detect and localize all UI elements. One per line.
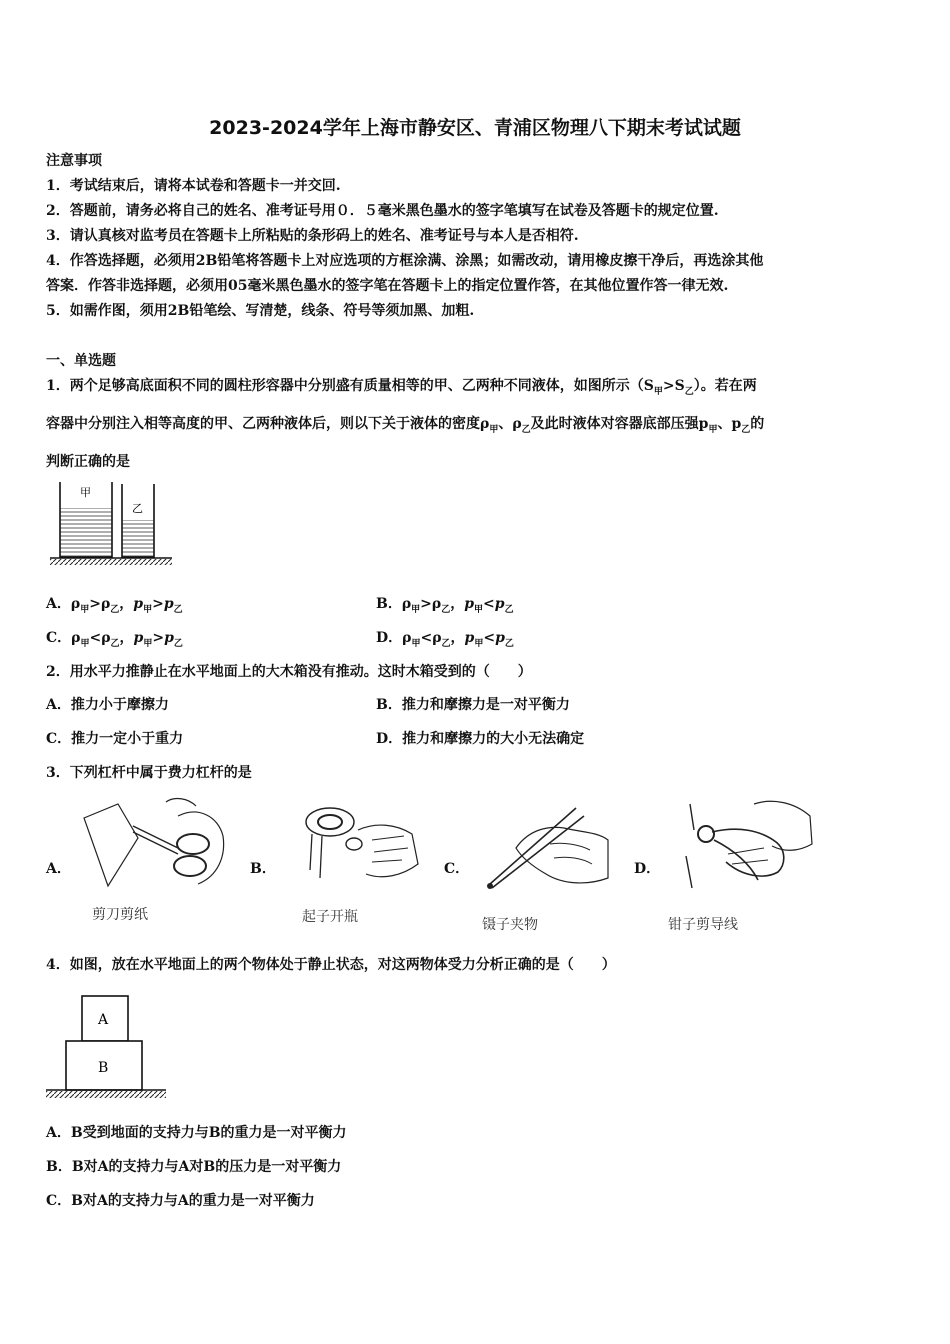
q2-option-c[interactable]: C．推力一定小于重力 <box>46 731 184 747</box>
notice-heading: 注意事项 <box>46 153 102 169</box>
container-yi-label: 乙 <box>132 502 143 515</box>
q1-stem-line1: 1．两个足够高底面积不同的圆柱形容器中分别盛有质量相等的甲、乙两种不同液体，如图所示$(S_甲>S_乙)$。若在两 <box>46 378 757 397</box>
q1-option-c[interactable]: C．$\rho_甲<\rho_乙$，$p_甲>p_乙$ <box>46 630 183 649</box>
notice-item-4: 4．作答选择题，必须用2B铅笔将答题卡上对应选项的方框涂满、涂黑；如需改动，请用橡皮擦干净后，再选涂其他 <box>46 253 764 269</box>
q2-stem: 2．用水平力推静止在水平地面上的大木箱没有推动。这时木箱受到的（ ） <box>46 664 532 680</box>
notice-item-3: 3．请认真核对监考员在答题卡上所粘贴的条形码上的姓名、准考证号与本人是否相符. <box>46 228 579 244</box>
q3-stem: 3．下列杠杆中属于费力杠杆的是 <box>46 765 252 781</box>
q4-option-c[interactable]: C．B对A的支持力与A的重力是一对平衡力 <box>46 1193 315 1209</box>
q2-option-d[interactable]: D．推力和摩擦力的大小无法确定 <box>376 731 585 747</box>
q1-option-a[interactable]: A．$\rho_甲>\rho_乙$，$p_甲>p_乙$ <box>46 596 183 615</box>
q4-option-a[interactable]: A．B受到地面的支持力与B的重力是一对平衡力 <box>46 1125 347 1141</box>
container-jia-label: 甲 <box>80 486 91 499</box>
q1-containers-figure <box>48 482 178 568</box>
tweezers-image <box>480 798 615 893</box>
q3-caption-d: 钳子剪导线 <box>668 917 738 933</box>
notice-item-4-cont: 答案．作答非选择题，必须用05毫米黑色墨水的签字笔在答题卡上的指定位置作答，在其他位置作答一律无效. <box>46 278 729 294</box>
notice-item-1: 1．考试结束后，请将本试卷和答题卡一并交回. <box>46 178 341 194</box>
q3-option-c-letter[interactable]: C． <box>444 861 470 877</box>
q1-option-d[interactable]: D．$\rho_甲<\rho_乙$，$p_甲<p_乙$ <box>376 630 514 649</box>
q3-caption-c: 镊子夹物 <box>482 917 538 933</box>
bottle-opener-image <box>292 800 422 890</box>
q4-stacked-blocks-figure <box>44 994 170 1106</box>
q4-stem: 4．如图，放在水平地面上的两个物体处于静止状态，对这两物体受力分析正确的是（ ） <box>46 957 616 973</box>
notice-item-2: 2．答题前，请务必将自己的姓名、准考证号用０．５毫米黑色墨水的签字笔填写在试卷及答题卡的规定位置. <box>46 203 719 219</box>
q3-caption-b: 起子开瓶 <box>302 909 358 925</box>
q3-option-b-letter[interactable]: B． <box>250 861 276 877</box>
page-title: 2023-2024学年上海市静安区、青浦区物理八下期末考试试题 <box>209 117 741 139</box>
block-a-label: A <box>98 1012 109 1028</box>
q3-option-a-letter[interactable]: A． <box>46 861 71 877</box>
notice-item-5: 5．如需作图，须用2B铅笔绘、写清楚，线条、符号等须加黑、加粗. <box>46 303 475 319</box>
q1-option-b[interactable]: B．$\rho_甲>\rho_乙$，$p_甲<p_乙$ <box>376 596 514 615</box>
block-b-label: B <box>98 1060 109 1076</box>
q3-caption-a: 剪刀剪纸 <box>92 907 148 923</box>
q2-option-b[interactable]: B．推力和摩擦力是一对平衡力 <box>376 697 570 713</box>
scissors-cutting-paper-image <box>78 796 228 896</box>
section-heading: 一、单选题 <box>46 353 116 369</box>
q2-option-a[interactable]: A．推力小于摩擦力 <box>46 697 169 713</box>
q4-option-b[interactable]: B．B对A的支持力与A对B的压力是一对平衡力 <box>46 1159 342 1175</box>
q1-stem-line3: 判断正确的是 <box>46 454 130 470</box>
q1-stem-line2: 容器中分别注入相等高度的甲、乙两种液体后，则以下关于液体的密度$\rho_甲$、$\rho_乙$及此时液体对容器底部压强$p_甲$、$p_乙$的 <box>46 416 765 435</box>
pliers-cutting-wire-image <box>668 796 818 896</box>
q3-option-d-letter[interactable]: D． <box>634 861 661 877</box>
